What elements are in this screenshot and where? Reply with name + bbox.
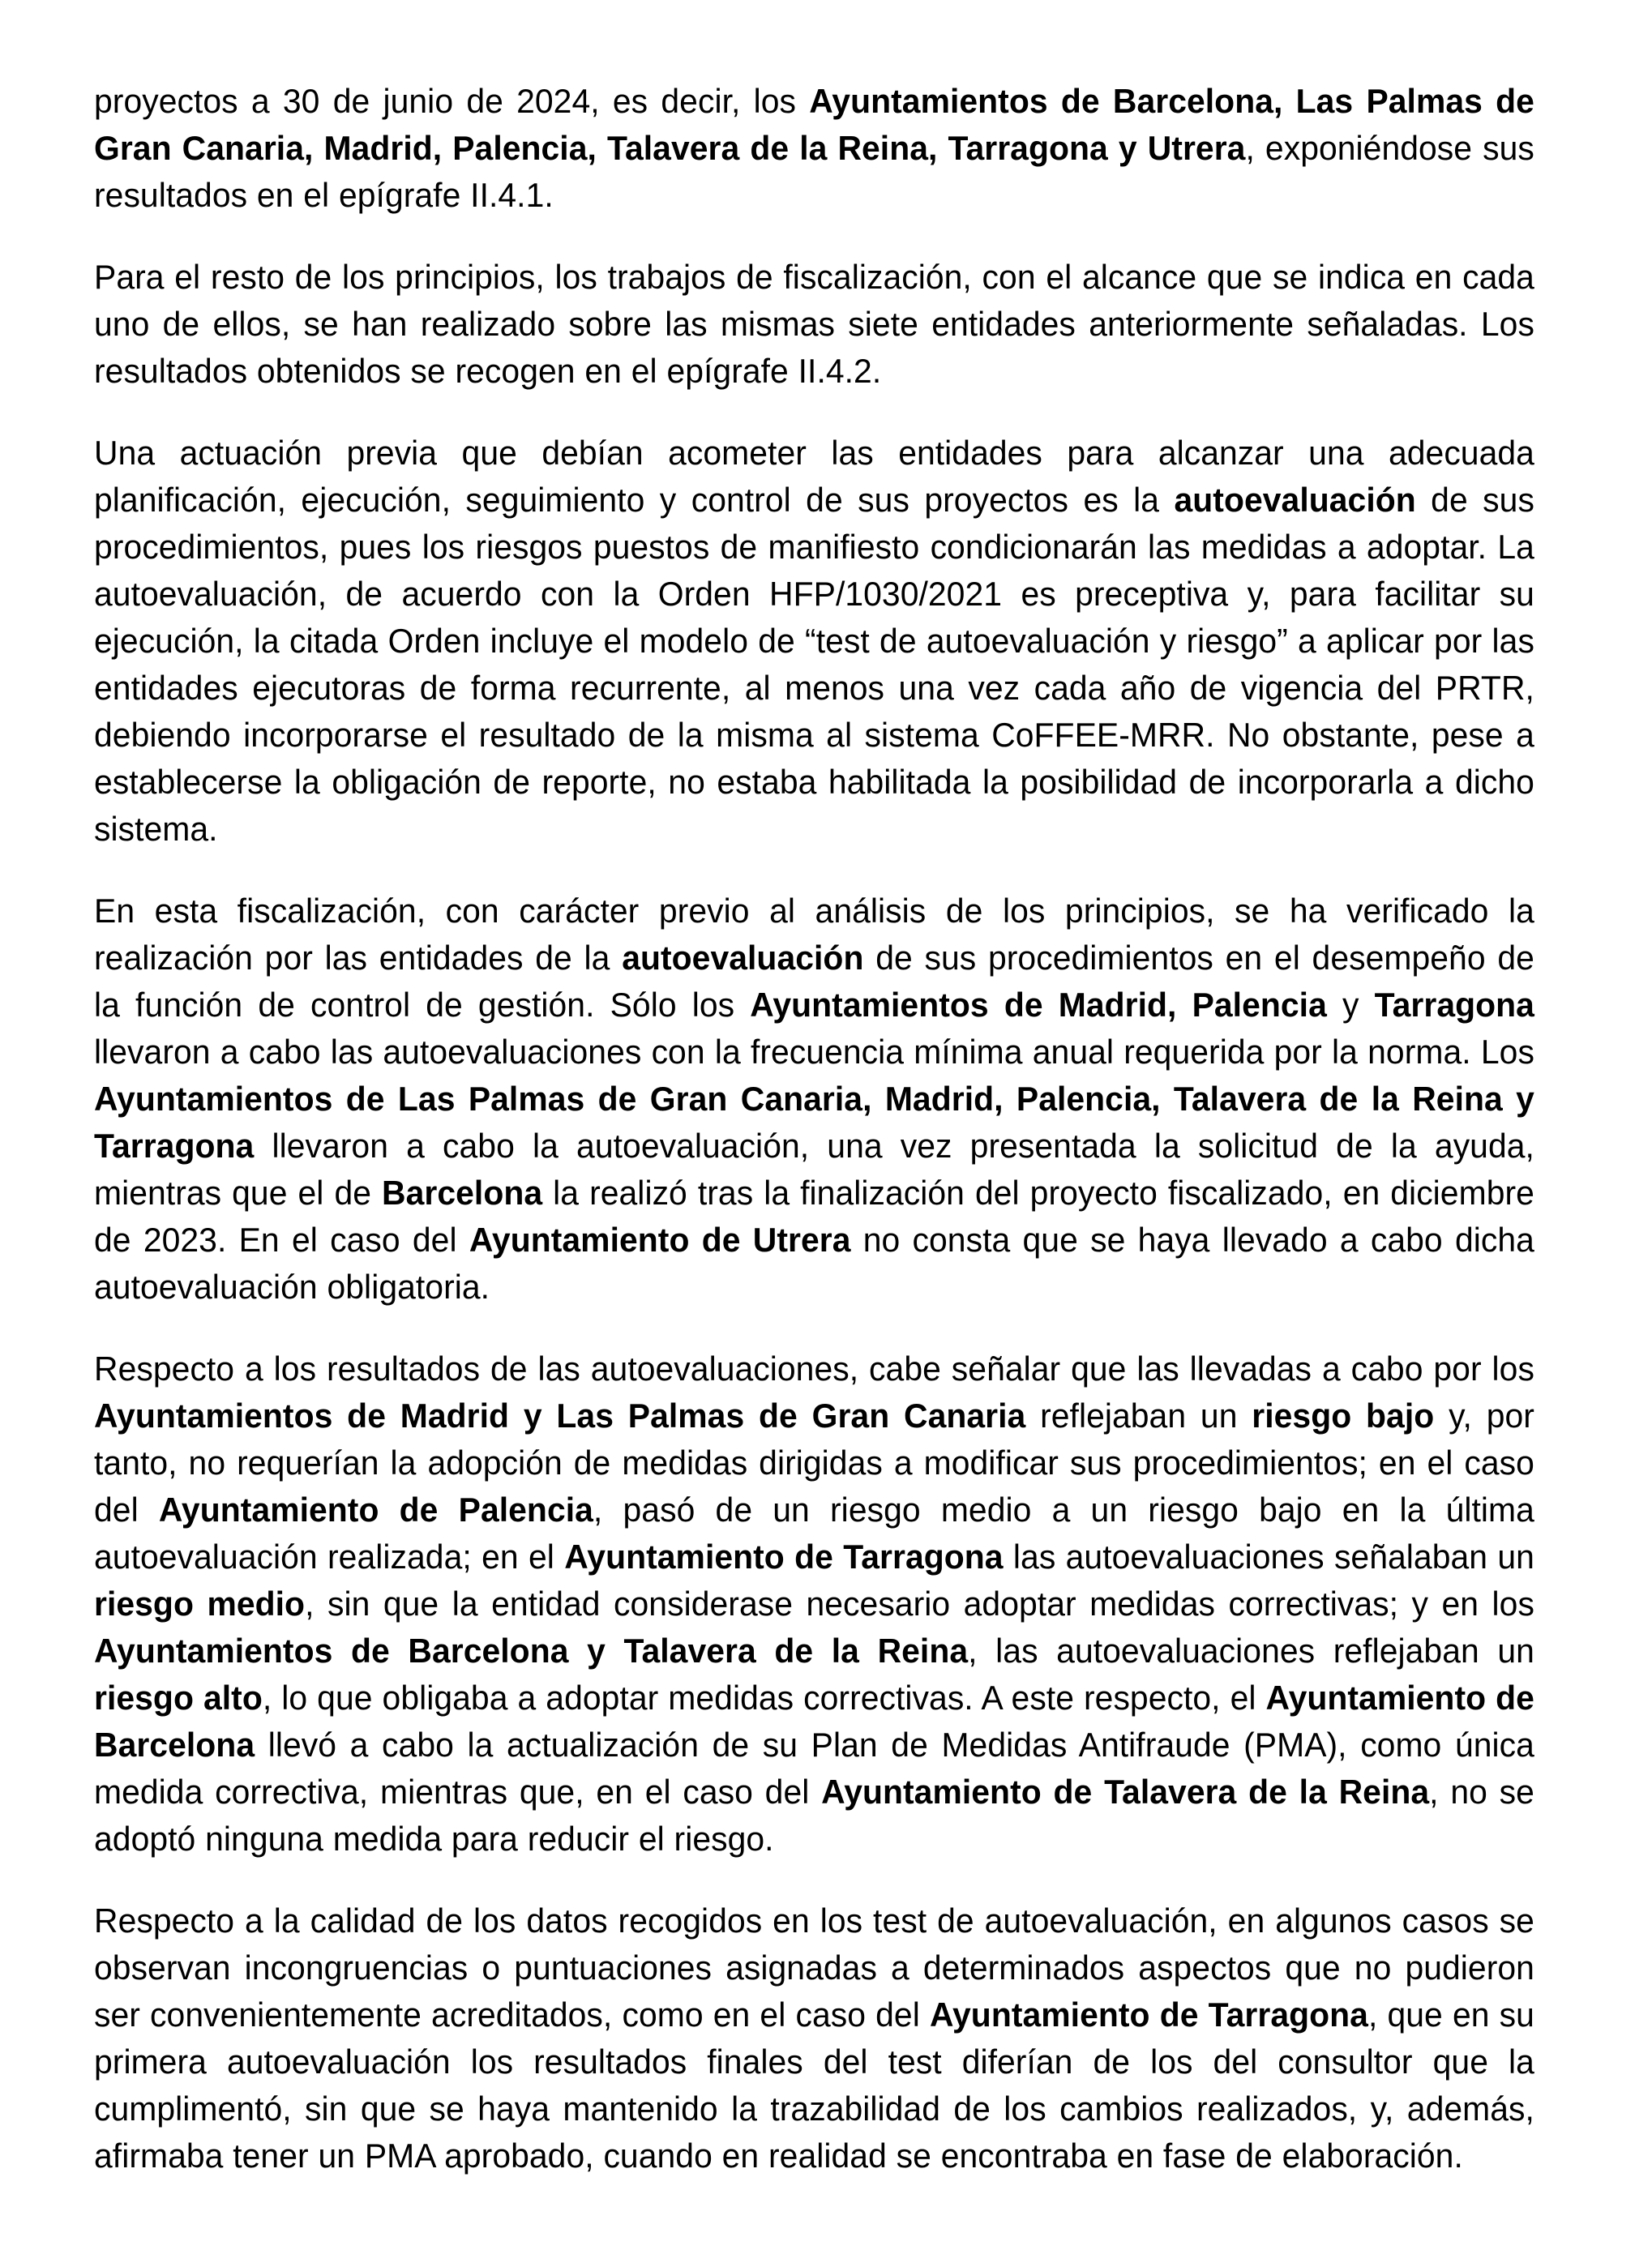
paragraph-p5 <box>94 1345 1534 1863</box>
paragraph-p1 <box>94 78 1534 219</box>
emphasis-text: Tarragona <box>1374 986 1534 1024</box>
paragraph-p4 <box>94 888 1534 1311</box>
emphasis-text: Ayuntamiento de Barcelona <box>94 1679 1534 1764</box>
emphasis-text: riesgo bajo <box>1252 1397 1435 1435</box>
emphasis-text: Ayuntamiento de Tarragona <box>929 1995 1368 2034</box>
body-text: , pasó de un riesgo medio a un riesgo bajo en la última autoevaluación realizada; en el <box>94 1491 1534 1576</box>
body-text: , sin que la entidad considerase necesario adoptar medidas correctivas; y en los <box>305 1585 1534 1623</box>
emphasis-text: Ayuntamientos de Las Palmas de Gran Canaria, Madrid, Palencia, Talavera de la Reina y Tarragona <box>94 1080 1534 1165</box>
body-text: , no se adoptó ninguna medida para reducir el riesgo. <box>94 1773 1534 1858</box>
paragraph-p6 <box>94 1897 1534 2179</box>
body-text: , que en su primera autoevaluación los resultados finales del test diferían de los del consultor que la cumplimentó, sin que se haya mantenido la trazabilidad de los cambios realizados, y, además, afirmaba tener un PMA aprobado, cuando en realidad se encontraba en fase de elaboración. <box>94 1995 1534 2175</box>
body-text: y <box>1326 986 1375 1024</box>
body-text: llevó a cabo la actualización de su Plan de Medidas Antifraude (PMA), como única medida correctiva, mientras que, en el caso del <box>94 1726 1534 1811</box>
body-text: Respecto a la calidad de los datos recogidos en los test de autoevaluación, en algunos casos se observan incongruencias o puntuaciones asignadas a determinados aspectos que no pudieron ser convenientemente acreditados, como en el caso del <box>94 1901 1534 2034</box>
body-text: de sus procedimientos, pues los riesgos puestos de manifiesto condicionarán las medidas a adoptar. La autoevaluación, de acuerdo con la Orden HFP/1030/2021 es preceptiva y, para facilitar su ejecución, la citada Orden incluye el modelo de “test de autoevaluación y riesgo” a aplicar por las entidades ejecutoras de forma recurrente, al menos una vez cada año de vigencia del PRTR, debiendo incorporarse el resultado de la misma al sistema CoFFEE-MRR. No obstante, pese a establecerse la obligación de reporte, no estaba habilitada la posibilidad de incorporarla a dicho sistema. <box>94 481 1534 848</box>
body-text: de sus procedimientos en el desempeño de la función de control de gestión. Sólo los <box>94 939 1534 1024</box>
body-text: llevaron a cabo la autoevaluación, una vez presentada la solicitud de la ayuda, mientras que el de <box>94 1127 1534 1212</box>
body-text: la realizó tras la finalización del proyecto fiscalizado, en diciembre de 2023. En el caso del <box>94 1174 1534 1259</box>
emphasis-text: Ayuntamiento de Palencia <box>158 1491 593 1529</box>
body-text: , exponiéndose sus resultados en el epígrafe II.4.1. <box>94 129 1534 214</box>
emphasis-text: riesgo medio <box>94 1585 306 1623</box>
body-text: Una actuación previa que debían acometer las entidades para alcanzar una adecuada planificación, ejecución, seguimiento y control de sus proyectos es la <box>94 434 1534 519</box>
body-text: y, por tanto, no requerían la adopción de medidas dirigidas a modificar sus procedimientos; en el caso del <box>94 1397 1534 1529</box>
body-text: En esta fiscalización, con carácter previo al análisis de los principios, se ha verificado la realización por las entidades de la <box>94 892 1534 977</box>
document-body <box>94 78 1556 2179</box>
emphasis-text: autoevaluación <box>622 939 864 977</box>
body-text: no consta que se haya llevado a cabo dicha autoevaluación obligatoria. <box>94 1221 1534 1306</box>
body-text: llevaron a cabo las autoevaluaciones con la frecuencia mínima anual requerida por la norma. Los <box>94 1033 1534 1071</box>
body-text: Para el resto de los principios, los trabajos de fiscalización, con el alcance que se indica en cada uno de ellos, se han realizado sobre las mismas siete entidades anteriormente señaladas. Los resultados obtenidos se recogen en el epígrafe II.4.2. <box>94 258 1534 390</box>
emphasis-text: Ayuntamiento de Tarragona <box>564 1538 1004 1576</box>
emphasis-text: autoevaluación <box>1174 481 1416 519</box>
emphasis-text: Ayuntamiento de Utrera <box>469 1221 851 1259</box>
body-text: las autoevaluaciones señalaban un <box>1003 1538 1534 1576</box>
body-text: , las autoevaluaciones reflejaban un <box>968 1632 1534 1670</box>
paragraph-p2 <box>94 254 1534 395</box>
emphasis-text: riesgo alto <box>94 1679 263 1717</box>
body-text: reflejaban un <box>1025 1397 1252 1435</box>
emphasis-text: Ayuntamientos de Barcelona y Talavera de la Reina <box>94 1632 969 1670</box>
body-text: proyectos a 30 de junio de 2024, es decir, los <box>94 82 810 120</box>
body-text: Respecto a los resultados de las autoevaluaciones, cabe señalar que las llevadas a cabo por los <box>94 1350 1534 1388</box>
paragraph-p3 <box>94 430 1534 853</box>
emphasis-text: Barcelona <box>382 1174 543 1212</box>
emphasis-text: Ayuntamientos de Madrid y Las Palmas de Gran Canaria <box>94 1397 1026 1435</box>
emphasis-text: Ayuntamiento de Talavera de la Reina <box>821 1773 1430 1811</box>
body-text: , lo que obligaba a adoptar medidas correctivas. A este respecto, el <box>262 1679 1266 1717</box>
emphasis-text: Ayuntamientos de Madrid, Palencia <box>750 986 1327 1024</box>
emphasis-text: Ayuntamientos de Barcelona, Las Palmas de Gran Canaria, Madrid, Palencia, Talavera de la Reina, Tarragona y Utrera <box>94 82 1534 167</box>
